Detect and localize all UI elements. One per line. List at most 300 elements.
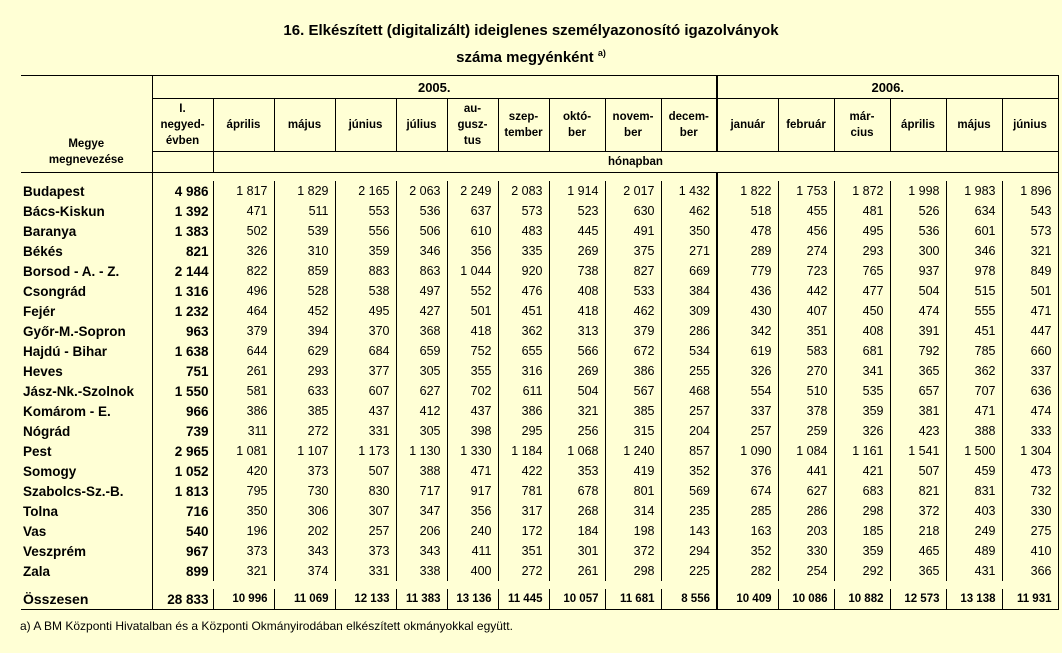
- table-row: [21, 481, 1058, 501]
- month-value-cell: 441: [778, 461, 834, 481]
- megye-header-line1: Megye: [68, 138, 105, 150]
- month-value-cell: 442: [778, 281, 834, 301]
- month-value-cell: 1 304: [1002, 441, 1058, 461]
- county-name: Nógrád: [23, 423, 71, 439]
- month-value-cell: 275: [1002, 521, 1058, 541]
- month-value-cell: 298: [834, 501, 890, 521]
- total-label: Összesen: [21, 589, 152, 610]
- month-value-cell: 408: [834, 321, 890, 341]
- month-value-cell: 1 068: [549, 441, 605, 461]
- month-value-cell: 268: [549, 501, 605, 521]
- month-value-cell: 738: [549, 261, 605, 281]
- month-value-cell: 375: [605, 241, 661, 261]
- megye-header-line2: megnevezése: [48, 154, 124, 166]
- month-value-cell: 330: [1002, 501, 1058, 521]
- month-value-cell: 657: [890, 381, 946, 401]
- spacer-cell: [447, 581, 498, 589]
- county-name: Békés: [23, 243, 63, 259]
- month-header-text: cius: [850, 127, 874, 139]
- month-value-cell: 567: [605, 381, 661, 401]
- county-name: Pest: [23, 443, 52, 459]
- month-value-cell: 478: [717, 221, 778, 241]
- spacer-cell: [447, 173, 498, 182]
- table-row: [21, 561, 1058, 581]
- month-value-cell: 504: [890, 281, 946, 301]
- spacer-cell: [661, 173, 717, 182]
- month-value-cell: 306: [274, 501, 335, 521]
- spacer-cell: [1002, 173, 1058, 182]
- table-row: [21, 461, 1058, 481]
- spacer-cell: [335, 173, 396, 182]
- month-header-text: február: [786, 119, 826, 131]
- month-value-cell: 408: [549, 281, 605, 301]
- table-row: [21, 261, 1058, 281]
- month-value-cell: 672: [605, 341, 661, 361]
- month-header-text: már-: [849, 111, 875, 123]
- month-header-text: július: [406, 119, 437, 131]
- unit-header: hónapban: [213, 152, 1058, 173]
- month-header-text: május: [957, 119, 991, 131]
- month-value-cell: 379: [605, 321, 661, 341]
- month-value-cell: 1 541: [890, 441, 946, 461]
- month-value-cell: 430: [717, 301, 778, 321]
- month-value-cell: 259: [778, 421, 834, 441]
- month-value-cell: 385: [605, 401, 661, 421]
- month-value-cell: 351: [778, 321, 834, 341]
- q1-value-cell: 821: [152, 241, 213, 261]
- month-value-cell: 452: [274, 301, 335, 321]
- year-2005-header: 2005.: [152, 76, 717, 99]
- spacer-cell: [661, 581, 717, 589]
- q1-value-cell: 2 144: [152, 261, 213, 281]
- month-value-cell: 342: [717, 321, 778, 341]
- month-header-2005: [335, 99, 396, 152]
- month-value-cell: 202: [274, 521, 335, 541]
- month-header-text: ber: [679, 127, 698, 139]
- month-value-cell: 11 681: [605, 589, 661, 610]
- month-value-cell: 350: [213, 501, 274, 521]
- month-header-2005: [661, 99, 717, 152]
- month-value-cell: 10 996: [213, 589, 274, 610]
- spacer-cell: [396, 173, 447, 182]
- county-name: Hajdú - Bihar: [23, 343, 108, 359]
- month-value-cell: 451: [946, 321, 1002, 341]
- month-value-cell: 379: [213, 321, 274, 341]
- q1-value-cell: 4 986: [152, 181, 213, 201]
- table-row: [21, 341, 1058, 361]
- table-row: [21, 281, 1058, 301]
- month-value-cell: 341: [834, 361, 890, 381]
- month-value-cell: 419: [605, 461, 661, 481]
- month-header-2005: [498, 99, 549, 152]
- month-value-cell: 331: [335, 421, 396, 441]
- month-value-cell: 346: [946, 241, 1002, 261]
- month-value-cell: 2 017: [605, 181, 661, 201]
- q1-value-cell: 1 383: [152, 221, 213, 241]
- spacer-cell: [605, 173, 661, 182]
- spacer-cell: [498, 173, 549, 182]
- month-value-cell: 196: [213, 521, 274, 541]
- month-value-cell: 249: [946, 521, 1002, 541]
- month-value-cell: 388: [396, 461, 447, 481]
- month-value-cell: 723: [778, 261, 834, 281]
- month-value-cell: 420: [213, 461, 274, 481]
- month-value-cell: 352: [717, 541, 778, 561]
- month-value-cell: 611: [498, 381, 549, 401]
- month-value-cell: 507: [335, 461, 396, 481]
- spacer-row: [21, 581, 1058, 589]
- month-value-cell: 11 069: [274, 589, 335, 610]
- month-value-cell: 365: [890, 361, 946, 381]
- month-value-cell: 495: [834, 221, 890, 241]
- table-row: [21, 421, 1058, 441]
- month-value-cell: 421: [834, 461, 890, 481]
- q1-value-cell: 751: [152, 361, 213, 381]
- county-name: Fejér: [23, 303, 56, 319]
- month-value-cell: 372: [890, 501, 946, 521]
- month-value-cell: 272: [498, 561, 549, 581]
- month-value-cell: 261: [213, 361, 274, 381]
- month-value-cell: 331: [335, 561, 396, 581]
- spacer-cell: [778, 173, 834, 182]
- year-2006-header: 2006.: [717, 76, 1058, 99]
- q1-value-cell: 1 316: [152, 281, 213, 301]
- month-value-cell: 459: [946, 461, 1002, 481]
- month-value-cell: 859: [274, 261, 335, 281]
- month-value-cell: 752: [447, 341, 498, 361]
- county-name: Komárom - E.: [23, 403, 111, 419]
- spacer-cell: [274, 581, 335, 589]
- month-value-cell: 619: [717, 341, 778, 361]
- month-value-cell: 386: [605, 361, 661, 381]
- month-value-cell: 566: [549, 341, 605, 361]
- month-value-cell: 10 882: [834, 589, 890, 610]
- month-value-cell: 978: [946, 261, 1002, 281]
- month-value-cell: 418: [447, 321, 498, 341]
- month-value-cell: 637: [447, 201, 498, 221]
- month-value-cell: 1 084: [778, 441, 834, 461]
- month-value-cell: 300: [890, 241, 946, 261]
- month-value-cell: 384: [661, 281, 717, 301]
- month-value-cell: 423: [890, 421, 946, 441]
- month-value-cell: 849: [1002, 261, 1058, 281]
- month-value-cell: 785: [946, 341, 1002, 361]
- month-value-cell: 321: [549, 401, 605, 421]
- month-header-text: tember: [504, 127, 543, 139]
- month-value-cell: 1 184: [498, 441, 549, 461]
- month-value-cell: 163: [717, 521, 778, 541]
- month-value-cell: 343: [396, 541, 447, 561]
- month-value-cell: 386: [498, 401, 549, 421]
- total-row: [21, 589, 1058, 610]
- month-value-cell: 523: [549, 201, 605, 221]
- month-value-cell: 497: [396, 281, 447, 301]
- month-value-cell: 418: [549, 301, 605, 321]
- month-value-cell: 321: [213, 561, 274, 581]
- month-value-cell: 400: [447, 561, 498, 581]
- month-value-cell: 465: [890, 541, 946, 561]
- month-value-cell: 373: [274, 461, 335, 481]
- county-name: Győr-M.-Sopron: [23, 323, 126, 339]
- month-value-cell: 781: [498, 481, 549, 501]
- month-value-cell: 483: [498, 221, 549, 241]
- month-value-cell: 627: [778, 481, 834, 501]
- month-value-cell: 235: [661, 501, 717, 521]
- month-value-cell: 315: [605, 421, 661, 441]
- month-value-cell: 362: [498, 321, 549, 341]
- month-header-2006: [946, 99, 1002, 152]
- month-value-cell: 491: [605, 221, 661, 241]
- month-value-cell: 309: [661, 301, 717, 321]
- spacer-cell: [717, 581, 778, 589]
- month-value-cell: 569: [661, 481, 717, 501]
- month-value-cell: 289: [717, 241, 778, 261]
- spacer-cell: [834, 173, 890, 182]
- month-value-cell: 573: [1002, 221, 1058, 241]
- month-value-cell: 307: [335, 501, 396, 521]
- month-value-cell: 552: [447, 281, 498, 301]
- month-value-cell: 536: [890, 221, 946, 241]
- month-value-cell: 337: [717, 401, 778, 421]
- table-row: [21, 381, 1058, 401]
- month-value-cell: 644: [213, 341, 274, 361]
- spacer-cell: [717, 173, 778, 182]
- month-value-cell: 1 330: [447, 441, 498, 461]
- month-value-cell: 447: [1002, 321, 1058, 341]
- month-value-cell: 437: [447, 401, 498, 421]
- month-value-cell: 827: [605, 261, 661, 281]
- month-header-text: novem-: [612, 111, 654, 123]
- table-row: [21, 441, 1058, 461]
- month-value-cell: 627: [396, 381, 447, 401]
- q1-value-cell: 1 550: [152, 381, 213, 401]
- month-value-cell: 172: [498, 521, 549, 541]
- q1-value-cell: 28 833: [152, 589, 213, 610]
- month-value-cell: 607: [335, 381, 396, 401]
- table-row: [21, 501, 1058, 521]
- month-value-cell: 198: [605, 521, 661, 541]
- month-value-cell: 353: [549, 461, 605, 481]
- month-value-cell: 314: [605, 501, 661, 521]
- month-value-cell: 8 556: [661, 589, 717, 610]
- month-value-cell: 801: [605, 481, 661, 501]
- county-name: Borsod - A. - Z.: [23, 263, 120, 279]
- month-value-cell: 539: [274, 221, 335, 241]
- month-value-cell: 1 161: [834, 441, 890, 461]
- month-value-cell: 333: [1002, 421, 1058, 441]
- month-value-cell: 359: [834, 541, 890, 561]
- month-header-2005: [396, 99, 447, 152]
- table-row: [21, 241, 1058, 261]
- month-value-cell: 464: [213, 301, 274, 321]
- month-value-cell: 456: [778, 221, 834, 241]
- month-value-cell: 365: [890, 561, 946, 581]
- month-value-cell: 629: [274, 341, 335, 361]
- month-value-cell: 403: [946, 501, 1002, 521]
- month-value-cell: 471: [213, 201, 274, 221]
- month-value-cell: 831: [946, 481, 1002, 501]
- month-value-cell: 684: [335, 341, 396, 361]
- q1-value-cell: 739: [152, 421, 213, 441]
- q1-value-cell: 963: [152, 321, 213, 341]
- month-value-cell: 11 383: [396, 589, 447, 610]
- month-value-cell: 462: [661, 201, 717, 221]
- month-value-cell: 261: [549, 561, 605, 581]
- month-value-cell: 346: [396, 241, 447, 261]
- month-value-cell: 528: [274, 281, 335, 301]
- month-value-cell: 294: [661, 541, 717, 561]
- month-value-cell: 225: [661, 561, 717, 581]
- month-header-text: június: [348, 119, 383, 131]
- month-header-text: május: [287, 119, 322, 131]
- spacer-cell: [152, 581, 213, 589]
- spacer-cell: [890, 173, 946, 182]
- month-value-cell: 410: [1002, 541, 1058, 561]
- county-name: Veszprém: [23, 543, 87, 559]
- month-value-cell: 1 432: [661, 181, 717, 201]
- month-value-cell: 534: [661, 341, 717, 361]
- month-value-cell: 717: [396, 481, 447, 501]
- month-value-cell: 257: [661, 401, 717, 421]
- month-value-cell: 10 409: [717, 589, 778, 610]
- month-value-cell: 11 445: [498, 589, 549, 610]
- month-value-cell: 1 872: [834, 181, 890, 201]
- month-value-cell: 286: [778, 501, 834, 521]
- month-value-cell: 374: [274, 561, 335, 581]
- month-value-cell: 356: [447, 501, 498, 521]
- q1-value-cell: 899: [152, 561, 213, 581]
- month-value-cell: 920: [498, 261, 549, 281]
- month-value-cell: 471: [1002, 301, 1058, 321]
- month-value-cell: 504: [549, 381, 605, 401]
- month-value-cell: 184: [549, 521, 605, 541]
- month-value-cell: 610: [447, 221, 498, 241]
- month-value-cell: 343: [274, 541, 335, 561]
- table-row: [21, 361, 1058, 381]
- month-value-cell: 476: [498, 281, 549, 301]
- month-value-cell: 543: [1002, 201, 1058, 221]
- month-value-cell: 732: [1002, 481, 1058, 501]
- month-value-cell: 321: [1002, 241, 1058, 261]
- month-value-cell: 257: [335, 521, 396, 541]
- county-name: Tolna: [23, 503, 58, 519]
- table-row: [21, 181, 1058, 201]
- month-value-cell: 655: [498, 341, 549, 361]
- month-value-cell: 707: [946, 381, 1002, 401]
- month-value-cell: 292: [834, 561, 890, 581]
- spacer-cell: [549, 581, 605, 589]
- month-value-cell: 298: [605, 561, 661, 581]
- month-header-text: gusz-: [457, 119, 488, 131]
- month-value-cell: 311: [213, 421, 274, 441]
- month-value-cell: 507: [890, 461, 946, 481]
- q1-value-cell: 967: [152, 541, 213, 561]
- month-value-cell: 674: [717, 481, 778, 501]
- county-name: Szabolcs-Sz.-B.: [23, 483, 124, 499]
- month-value-cell: 830: [335, 481, 396, 501]
- month-value-cell: 702: [447, 381, 498, 401]
- month-value-cell: 13 136: [447, 589, 498, 610]
- month-value-cell: 385: [274, 401, 335, 421]
- megye-header: [21, 76, 152, 173]
- month-value-cell: 326: [213, 241, 274, 261]
- spacer-cell: [946, 173, 1002, 182]
- table-subtitle-text: száma megyénként: [456, 49, 594, 66]
- month-value-cell: 388: [946, 421, 1002, 441]
- spacer-cell: [498, 581, 549, 589]
- month-value-cell: 386: [213, 401, 274, 421]
- month-value-cell: 2 249: [447, 181, 498, 201]
- month-value-cell: 255: [661, 361, 717, 381]
- month-value-cell: 337: [1002, 361, 1058, 381]
- month-value-cell: 681: [834, 341, 890, 361]
- month-value-cell: 1 896: [1002, 181, 1058, 201]
- spacer-cell: [834, 581, 890, 589]
- month-value-cell: 730: [274, 481, 335, 501]
- month-value-cell: 362: [946, 361, 1002, 381]
- unit-spacer: [152, 152, 213, 173]
- month-value-cell: 185: [834, 521, 890, 541]
- month-header-2006: [1002, 99, 1058, 152]
- month-value-cell: 510: [778, 381, 834, 401]
- month-value-cell: 451: [498, 301, 549, 321]
- spacer-cell: [213, 173, 274, 182]
- month-value-cell: 581: [213, 381, 274, 401]
- q1-header-line1: I.: [179, 103, 186, 115]
- month-value-cell: 351: [498, 541, 549, 561]
- month-value-cell: 1 998: [890, 181, 946, 201]
- month-value-cell: 398: [447, 421, 498, 441]
- month-value-cell: 317: [498, 501, 549, 521]
- month-value-cell: 1 500: [946, 441, 1002, 461]
- title-footnote-mark: a): [597, 48, 606, 58]
- month-value-cell: 502: [213, 221, 274, 241]
- month-value-cell: 1 107: [274, 441, 335, 461]
- month-value-cell: 412: [396, 401, 447, 421]
- month-value-cell: 1 914: [549, 181, 605, 201]
- month-value-cell: 556: [335, 221, 396, 241]
- month-value-cell: 427: [396, 301, 447, 321]
- month-value-cell: 1 173: [335, 441, 396, 461]
- month-header-text: június: [1013, 119, 1047, 131]
- q1-value-cell: 966: [152, 401, 213, 421]
- month-value-cell: 554: [717, 381, 778, 401]
- month-value-cell: 411: [447, 541, 498, 561]
- month-value-cell: 1 090: [717, 441, 778, 461]
- month-value-cell: 350: [661, 221, 717, 241]
- month-value-cell: 518: [717, 201, 778, 221]
- month-value-cell: 555: [946, 301, 1002, 321]
- month-value-cell: 437: [335, 401, 396, 421]
- month-value-cell: 335: [498, 241, 549, 261]
- q1-value-cell: 1 052: [152, 461, 213, 481]
- month-value-cell: 573: [498, 201, 549, 221]
- month-value-cell: 355: [447, 361, 498, 381]
- month-value-cell: 669: [661, 261, 717, 281]
- month-header-2006: [834, 99, 890, 152]
- month-header-text: októ-: [562, 111, 592, 123]
- month-value-cell: 286: [661, 321, 717, 341]
- spacer-cell: [605, 581, 661, 589]
- month-value-cell: 636: [1002, 381, 1058, 401]
- month-header-2006: [717, 99, 778, 152]
- month-value-cell: 378: [778, 401, 834, 421]
- month-value-cell: 601: [946, 221, 1002, 241]
- month-value-cell: 204: [661, 421, 717, 441]
- q1-header-line3: évben: [165, 135, 200, 147]
- month-value-cell: 436: [717, 281, 778, 301]
- month-value-cell: 1 829: [274, 181, 335, 201]
